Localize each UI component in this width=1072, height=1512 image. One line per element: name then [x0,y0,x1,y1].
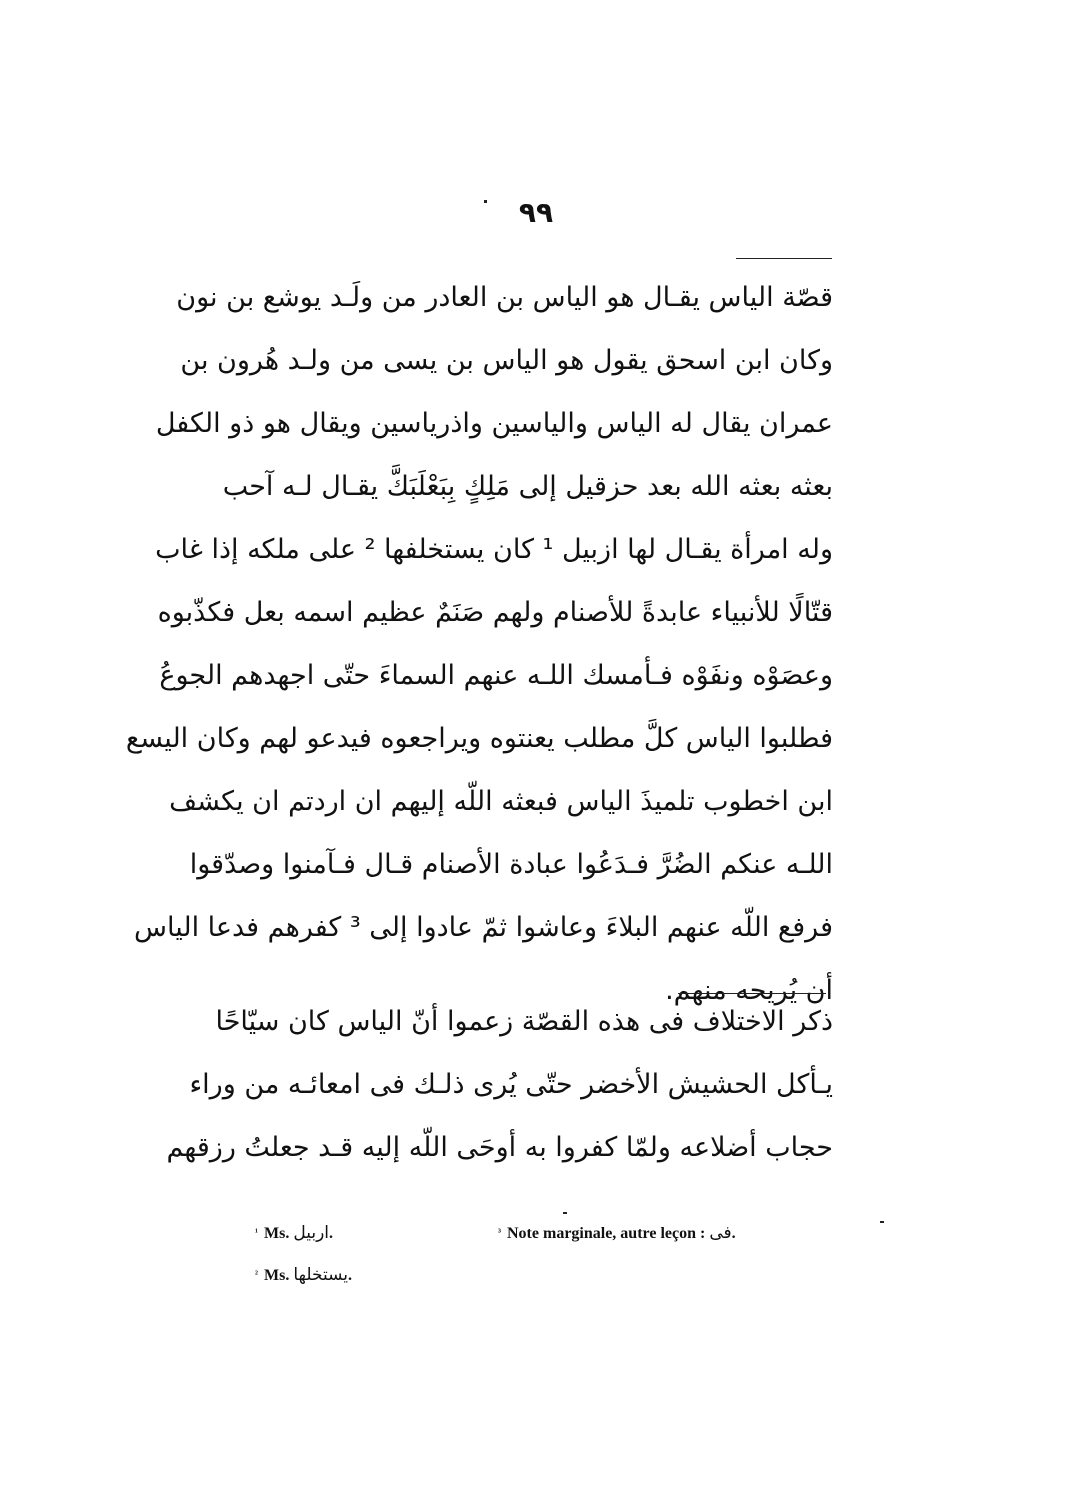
footnote-suffix: . [347,1267,352,1284]
footnote-suffix: . [329,1225,333,1242]
text-line: فرفع اللّه عنهم البلاءَ وعاشوا ثمّ عادوا إلى ³ كفرهم فدعا الياس [134,912,833,943]
text-line: قتّالًا للأنبياء عابدةً للأصنام ولهم صَنَمٌ عظيم اسمه بعل فكذّبوه [157,597,833,628]
footnote-prefix: Note marginale, autre leçon : [507,1225,706,1242]
text-line: وعصَوْه ونفَوْه فـأمسك اللـه عنهم السماءَ حتّى اجهدهم الجوعُ [159,660,833,691]
footnote [498,1218,736,1248]
text-line: حجاب أضلاعه ولمّا كفروا به أوحَى اللّه إليه قـد جعلتُ رزقهم [166,1132,833,1163]
text-line: أن يُريحه منهم. [665,975,833,1006]
footnote [255,1218,333,1248]
footnote-mark: ¹ [255,1227,258,1238]
footnote-suffix: . [731,1225,736,1242]
text-line: وكان ابن اسحق يقول هو الياس بن يسى من ولـد هُرون بن [180,345,833,376]
scan-speck [880,1221,884,1223]
text-line: قصّة الياس يقـال هو الياس بن العادر من ولَـد يوشع بن نون [176,282,833,313]
text-line: عمران يقال له الياس والياسين واذرياسين ويقال هو ذو الكفل [155,408,833,439]
footnote-prefix: Ms. [264,1225,290,1242]
text-line: ذكر الاختلاف فى هذه القصّة زعموا أنّ الياس كان سيّاحًا [215,1006,833,1037]
footnote-arabic: يستخلها [293,1265,348,1285]
text-line: فطلبوا الياس كلَّ مطلب يعنتوه ويراجعوه فيدعو لهم وكان اليسع [125,723,833,754]
section-paragraph [166,990,833,1179]
scan-speck [563,1212,567,1214]
footnote-arabic: فى [709,1223,732,1243]
text-line: اللـه عنكم الضُرَّ فـدَعُوا عبادة الأصنام قـال فـآمنوا وصدّقوا [189,849,833,880]
footnote-mark: ³ [498,1227,501,1238]
text-line: وله امرأة يقـال لها ازبيل ¹ كان يستخلفها ² على ملكه إذا غاب [155,534,833,565]
text-line: ابن اخطوب تلميذَ الياس فبعثه اللّه إليهم ان اردتم ان يكشف [169,786,833,817]
text-line: يـأكل الحشيش الأخضر حتّى يُرى ذلـك فى امعائـه من وراء [189,1069,833,1100]
page-number: ٩٩ [518,196,554,229]
main-paragraph [125,266,833,1022]
footnote-prefix: Ms. [264,1267,290,1284]
header-rule [736,258,832,259]
text-line: بعثه بعثه الله بعد حزقيل إلى مَلِكٍ بِبَعْلَبَكَّ يقـال لـه آحب [222,471,833,502]
footnote [255,1260,352,1290]
footnote-arabic: اربيل [293,1223,329,1243]
footnote-mark: ² [255,1269,258,1280]
